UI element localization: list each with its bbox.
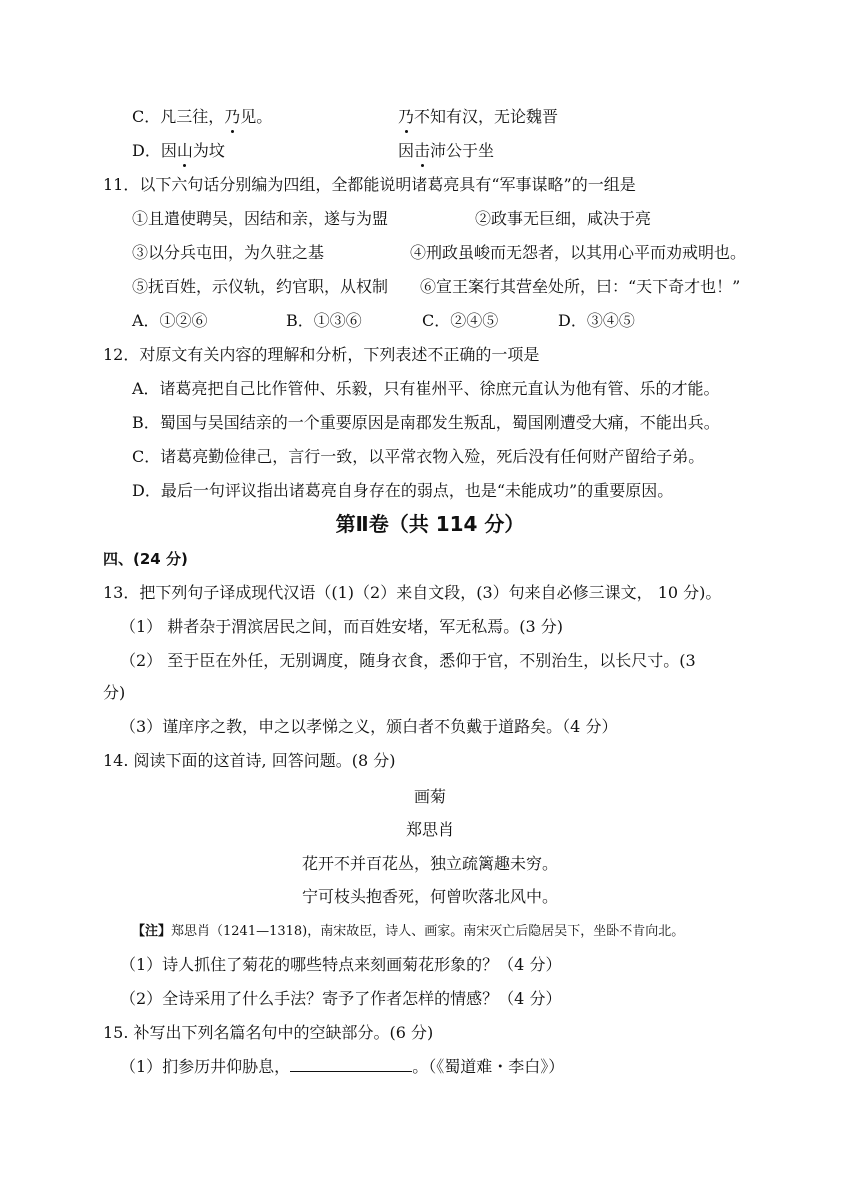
- q12-option-c: C．诸葛亮勤俭律己，言行一致，以平常衣物入殓，死后没有任何财产留给子弟。: [132, 447, 705, 466]
- q10-option-d-left: [132, 140, 225, 162]
- text: 因: [398, 141, 415, 160]
- q10-option-c-right: [398, 106, 558, 128]
- text: 为坟: [192, 141, 225, 160]
- q13-sentence-1: （1） 耕者杂于渭滨居民之间，而百姓安堵，军无私焉。(3 分): [120, 617, 564, 636]
- part2-title: 第Ⅱ卷（共 114 分）: [335, 512, 525, 536]
- q13-sentence-2-cont: 分): [103, 683, 126, 702]
- text: 沛公于坐: [430, 141, 495, 160]
- q12-option-b: B．蜀国与吴国结亲的一个重要原因是南郡发生叛乱，蜀国刚遭受大痛，不能出兵。: [132, 413, 720, 432]
- q11-options: [132, 310, 635, 332]
- section-heading: 四、(24 分): [103, 550, 188, 568]
- emphasized-char: 乃: [224, 107, 241, 126]
- q10-option-c-left: [132, 106, 272, 128]
- text: 见。: [240, 107, 273, 126]
- note-label: 【注】: [132, 924, 172, 939]
- poem-author: 郑思肖: [405, 820, 454, 839]
- q15-item-1-post: 。（《蜀道难・李白》）: [412, 1057, 565, 1076]
- q11-option-a: A．①②⑥: [132, 311, 208, 330]
- q11-sentence-3: ③以分兵屯田，为久驻之基: [132, 243, 325, 262]
- text: 不知有汉，无论魏晋: [414, 107, 559, 126]
- q15-stem: 15. 补写出下列名篇名句中的空缺部分。(6 分): [103, 1023, 434, 1042]
- poem-line-1: 花开不并百花丛，独立疏篱趣未穷。: [301, 854, 558, 873]
- q15-item-1-pre: （1）扪参历井仰胁息，: [120, 1057, 291, 1076]
- emphasized-char: 山: [176, 141, 193, 160]
- q11-sentence-4: ④刑政虽峻而无怨者，以其用心平而劝戒明也。: [410, 243, 747, 262]
- text: C．凡三往，: [132, 107, 225, 126]
- text: D．因: [132, 141, 177, 160]
- emphasized-char: 乃: [398, 107, 415, 126]
- q12-stem: 12．对原文有关内容的理解和分析，下列表述不正确的一项是: [103, 345, 540, 364]
- q11-sentence-5: ⑤抚百姓，示仪轨，约官职，从权制: [132, 277, 389, 296]
- poem-line-2: 宁可枝头抱香死，何曾吹落北风中。: [301, 887, 558, 906]
- q15-item-1: [120, 1056, 564, 1078]
- q11-sentence-1: ①且遣使聘吴，因结和亲，遂与为盟: [132, 209, 389, 228]
- q14-sub-2: （2）全诗采用了什么手法？寄予了作者怎样的情感？（4 分）: [120, 989, 562, 1008]
- q14-sub-1: （1）诗人抓住了菊花的哪些特点来刻画菊花形象的？（4 分）: [120, 955, 562, 974]
- q11-stem: 11．以下六句话分别编为四组，全都能说明诸葛亮具有“军事谋略”的一组是: [103, 175, 636, 194]
- q11-option-c: C．②④⑤: [422, 311, 499, 330]
- q11-option-b: B．①③⑥: [286, 311, 362, 330]
- note-text: 郑思肖（1241—1318)，南宋故臣，诗人、画家。南宋灭亡后隐居吴下，坐卧不肯向北。: [171, 924, 685, 939]
- q13-sentence-2: （2） 至于臣在外任，无别调度，随身衣食，悉仰于官，不别治生，以长尺寸。(3: [120, 651, 696, 670]
- q10-option-d-right: [398, 140, 494, 162]
- q14-stem: 14. 阅读下面的这首诗, 回答问题。(8 分): [103, 751, 396, 770]
- q11-sentence-2: ②政事无巨细，咸决于亮: [475, 209, 652, 228]
- q13-sentence-3: （3）谨庠序之教，申之以孝悌之义，颁白者不负戴于道路矣。（4 分）: [120, 717, 618, 736]
- q11-option-d: D．③④⑤: [558, 311, 635, 330]
- q13-stem: 13．把下列句子译成现代汉语（(1)（2）来自文段，(3）句来自必修三课文， 10 分)。: [103, 583, 722, 602]
- q12-option-d: D．最后一句评议指出诸葛亮自身存在的弱点，也是“未能成功”的重要原因。: [132, 481, 674, 500]
- emphasized-char: 击: [414, 141, 431, 160]
- q11-sentence-6: ⑥宣王案行其营垒处所，曰：“天下奇才也！”: [420, 277, 741, 296]
- poem-title: 画菊: [413, 787, 446, 806]
- answer-blank[interactable]: [290, 1057, 412, 1072]
- poem-note: [132, 921, 684, 943]
- q12-option-a: A．诸葛亮把自己比作管仲、乐毅，只有崔州平、徐庶元直认为他有管、乐的才能。: [132, 379, 720, 398]
